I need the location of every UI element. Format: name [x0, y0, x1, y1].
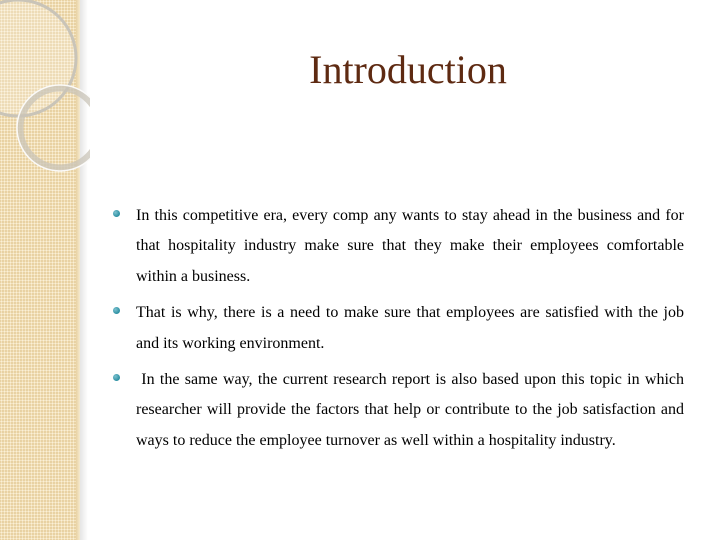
bullet-list — [112, 201, 688, 462]
bullet-item — [112, 201, 684, 292]
bullet-dot-icon — [113, 374, 120, 381]
bullet-item — [112, 365, 688, 456]
bullet-dot-icon — [113, 210, 120, 217]
slide-title: Introduction — [309, 47, 507, 92]
decorative-circles — [0, 0, 90, 200]
bullet-text: In this competitive era, every comp any wants to stay ahead in the business and for that hospitality industry make sure that they make their employees comfortable within a business. — [136, 207, 684, 285]
bullet-text: That is why, there is a need to make sure that employees are satisfied with the job and its working environment. — [136, 304, 684, 352]
bullet-text: In the same way, the current research report is also based upon this topic in which researcher will provide the factors that help or contribute to the job satisfaction and ways to reduce the employee turnover as well within a hospitality industry. — [136, 371, 688, 449]
bullet-item — [112, 298, 684, 359]
bullet-dot-icon — [113, 307, 120, 314]
